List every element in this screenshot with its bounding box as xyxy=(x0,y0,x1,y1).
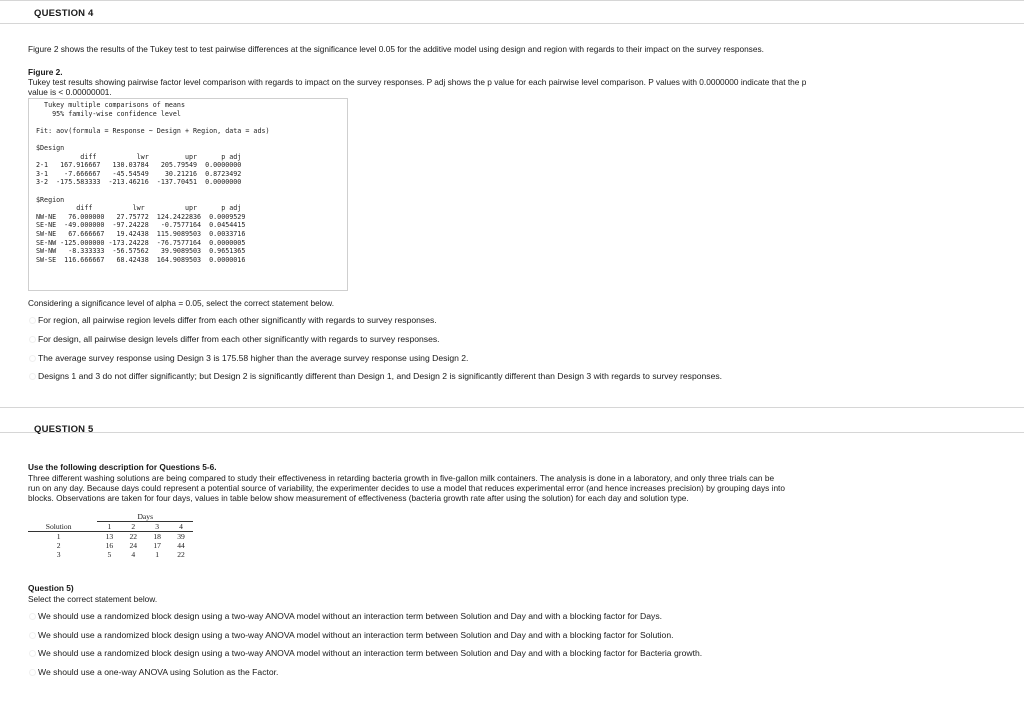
value-cell: 4 xyxy=(131,550,136,559)
q5-option-3[interactable]: We should use a randomized block design using a two-way ANOVA model without an interaction term between Solution and Day and with a blocking factor for Bacteria growth. xyxy=(38,648,703,658)
q5-option-1[interactable]: We should use a randomized block design using a two-way ANOVA model without an interaction term between Solution and Day and with a blocking factor for Days. xyxy=(38,611,663,621)
q5-description-line-1: Three different washing solutions are being compared to study their effectiveness in retarding bacteria growth in five-gallon milk containers. The analysis is done in a laboratory, and only three trials can be xyxy=(28,473,775,483)
value-cell: 13 xyxy=(105,532,114,541)
q5-sub-label: Question 5) xyxy=(28,583,74,593)
day-header: 4 xyxy=(169,522,193,532)
value-cell: 1 xyxy=(155,550,160,559)
solution-cell: 3 xyxy=(56,550,61,559)
day-header: 1 xyxy=(97,522,121,532)
days-header: Days xyxy=(97,512,193,522)
value-cell: 16 xyxy=(105,541,114,550)
bacteria-growth-table xyxy=(28,512,193,559)
q5-description-line-3: blocks. Observations are taken for four days, values in table below show measurement of effectiveness (bacteria growth rate after using the solution) for each day and solution type. xyxy=(28,493,689,503)
q4-option-4[interactable]: Designs 1 and 3 do not differ significantly; but Design 2 is significantly different than Design 1, and Design 2 is significantly different than Design 3 with regards to survey responses. xyxy=(38,371,723,381)
table-row xyxy=(28,532,193,542)
q4-option-1[interactable]: For region, all pairwise region levels differ from each other significantly with regards to survey responses. xyxy=(38,315,437,325)
value-cell: 39 xyxy=(177,532,185,541)
value-cell: 22 xyxy=(129,532,138,541)
q4-option-2[interactable]: For design, all pairwise design levels differ from each other significantly with regards to survey responses. xyxy=(38,334,440,344)
figure-caption-line-2: value is < 0.00000001. xyxy=(28,87,112,97)
q5-option-4[interactable]: We should use a one-way ANOVA using Solution as the Factor. xyxy=(38,667,279,677)
solution-header: Solution xyxy=(28,522,89,532)
solution-cell: 1 xyxy=(56,532,61,541)
question-4-title: QUESTION 4 xyxy=(34,8,94,19)
value-cell: 24 xyxy=(129,541,138,550)
q4-prompt: Considering a significance level of alpha = 0.05, select the correct statement below. xyxy=(28,298,335,308)
figure-label: Figure 2. xyxy=(28,67,63,77)
question-5-header xyxy=(0,407,1024,433)
question-4-header xyxy=(0,0,1024,24)
q5-heading: Use the following description for Questions 5-6. xyxy=(28,462,217,472)
table-row xyxy=(28,550,193,559)
tukey-output-figure xyxy=(28,98,348,291)
q4-option-3[interactable]: The average survey response using Design 3 is 175.58 higher than the average survey response using Design 2. xyxy=(38,353,469,363)
value-cell: 44 xyxy=(177,541,185,550)
q5-option-2[interactable]: We should use a randomized block design using a two-way ANOVA model without an interaction term between Solution and Day and with a blocking factor for Solution. xyxy=(38,630,674,640)
q5-description-line-2: run on any day. Because days could represent a potential source of variability, the experimenter decides to use a model that reduces experimental error (and hence increases precision) by grouping days into xyxy=(28,483,785,493)
figure-caption-line-1: Tukey test results showing pairwise factor level comparison with regards to impact on the survey responses. P adj shows the p value for each pairwise level comparison. P values with 0.0000000 indicate that the p xyxy=(28,77,807,87)
table-row xyxy=(28,541,193,550)
day-header: 3 xyxy=(145,522,169,532)
value-cell: 18 xyxy=(153,532,161,541)
q4-intro-text: Figure 2 shows the results of the Tukey test to test pairwise differences at the significance level 0.05 for the additive model using design and region with regards to their impact on the survey responses. xyxy=(28,44,764,54)
tukey-output-text: Tukey multiple comparisons of means 95% family-wise confidence level Fit: aov(formula = Response ~ Design + Region, data = ads) $Design diff lwr upr p adj 2-1 167.916667 130.03784 205.79549 0.0000000 3-1 -7.666667 -45.54549 30.21216 0.8723492 3-2 -175.583333 -213.46216 -137.70451 0.0000000 $Region diff lwr upr p adj NW-NE 76.000000 27.75772 124.2422836 0.0009529 SE-NE -49.000000 -97.24228 -0.7577164 0.0454415 SW-NE 67.666667 19.42438 115.9089503 0.0033716 SE-NW -125.000000 -173.24228 -76.7577164 0.0000005 SW-NW -8.333333 -56.57562 39.9089503 0.9651365 SW-SE 116.666667 68.42438 164.9089503 0.0000016 xyxy=(36,101,270,264)
value-cell: 17 xyxy=(153,541,161,550)
q5-prompt: Select the correct statement below. xyxy=(28,594,158,604)
solution-cell: 2 xyxy=(56,541,61,550)
question-5-title: QUESTION 5 xyxy=(34,424,94,435)
day-header: 2 xyxy=(121,522,145,532)
value-cell: 5 xyxy=(107,550,112,559)
value-cell: 22 xyxy=(177,550,185,559)
